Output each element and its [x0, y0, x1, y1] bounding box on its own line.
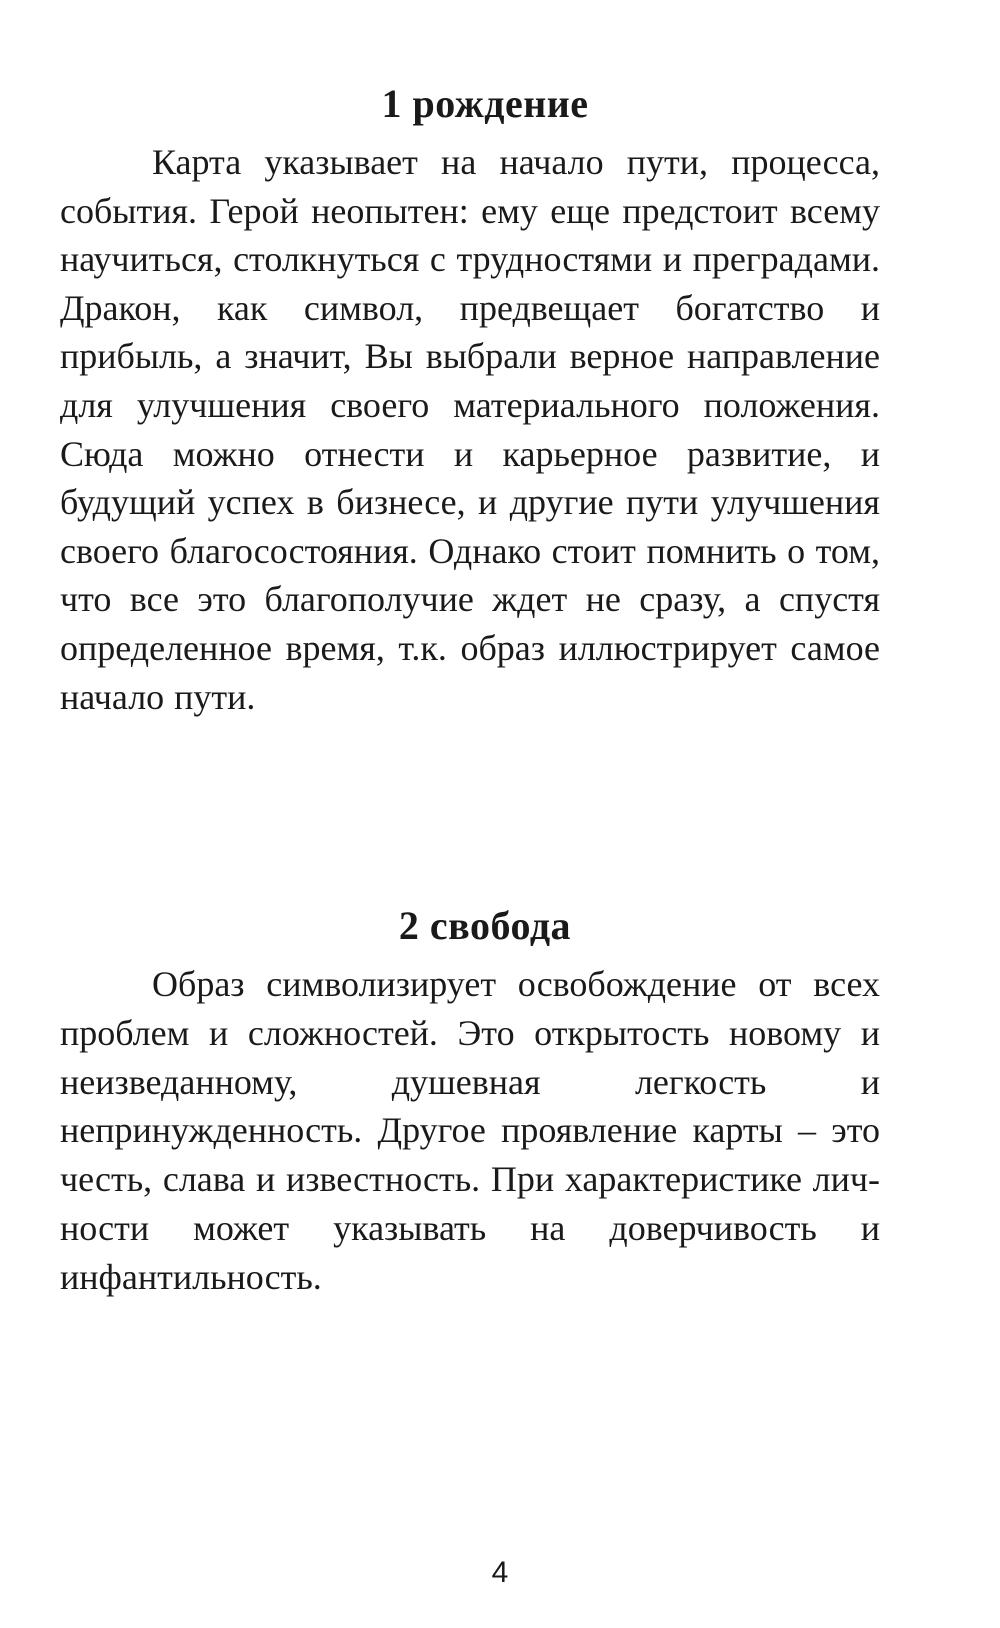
section-paragraph: Карта указывает на начало пути, процесса, события. Герой неопытен: ему еще предстоит всему научиться, столкнуться с трудностями и преградами. Дракон, как символ, предвещает богатство и прибыль, а значит, Вы выбрали верное направление для улучшения своего материального положения. Сюда можно отнести и карьерное развитие, и будущий успех в бизнесе, и другие пути улучшения своего благосостояния. Однако стоит помнить о том, что все это благополучие ждет не сразу, а спустя определенное время, т.к. образ иллюстрирует самое начало пути. [60, 142, 880, 717]
section-freedom [60, 900, 880, 1302]
section-paragraph: Образ символизирует освобождение от всех проблем и сложностей. Это открытость новому и неизведанному, душевная легкость и непринужденность. Другое проявление карты – это честь, слава и известность. При характеристике личности может указывать на доверчивость и инфантильность. [60, 964, 880, 1297]
section-title: 1 рождение [381, 81, 589, 126]
section-title: 2 свобода [398, 903, 572, 948]
section-birth [60, 78, 880, 721]
page-number: 4 [491, 1556, 509, 1589]
